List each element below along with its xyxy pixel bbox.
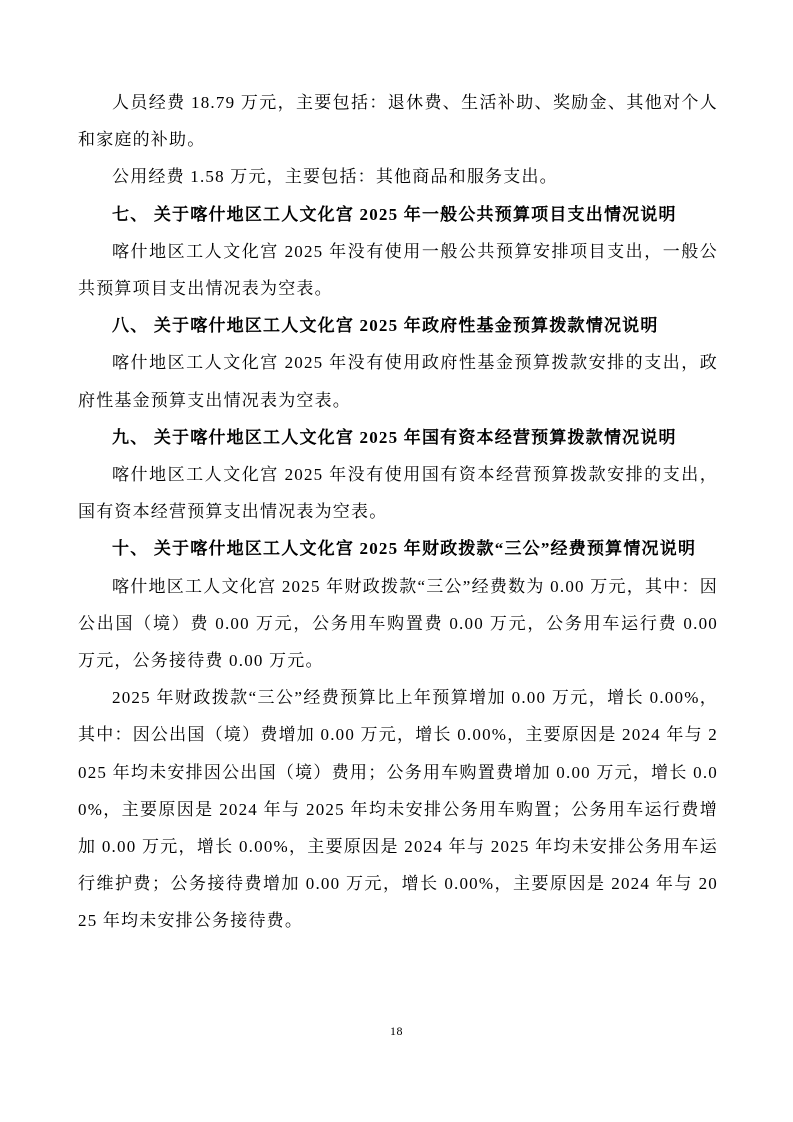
paragraph-sangong-budget-change: 2025 年财政拨款“三公”经费预算比上年预算增加 0.00 万元，增长 0.00%，其中：因公出国（境）费增加 0.00 万元，增长 0.00%，主要原因是 2024 年与 2025 年均未安排因公出国（境）费用；公务用车购置费增加 0.00 万元，增长 0.00%，主要原因是 2024 年与 2025 年均未安排公务用车购置；公务用车运行费增加 0.00 万元，增长 0.00%，主要原因是 2024 年与 2025 年均未安排公务用车运行维护费；公务接待费增加 0.00 万元，增长 0.00%，主要原因是 2024 年与 2025 年均未安排公务接待费。: [78, 688, 718, 931]
paragraph-section-7-body: 喀什地区工人文化宫 2025 年没有使用一般公共预算安排项目支出，一般公共预算项目支出情况表为空表。: [78, 241, 718, 299]
paragraph-public-expense: 公用经费 1.58 万元，主要包括：其他商品和服务支出。: [112, 167, 558, 187]
paragraph-section-9-body: 喀什地区工人文化宫 2025 年没有使用国有资本经营预算拨款安排的支出，国有资本经营预算支出情况表为空表。: [78, 465, 718, 522]
document-body: [78, 84, 718, 940]
heading-section-10: 十、 关于喀什地区工人文化宫 2025 年财政拨款“三公”经费预算情况说明: [112, 539, 697, 559]
paragraph-sangong-budget-total: 喀什地区工人文化宫 2025 年财政拨款“三公”经费数为 0.00 万元，其中：因公出国（境）费 0.00 万元，公务用车购置费 0.00 万元，公务用车运行费 0.00 万元，公务接待费 0.00 万元。: [78, 576, 718, 671]
paragraph-section-8-body: 喀什地区工人文化宫 2025 年没有使用政府性基金预算拨款安排的支出，政府性基金预算支出情况表为空表。: [78, 353, 718, 410]
page-number: 18: [390, 1024, 403, 1038]
heading-section-8: 八、 关于喀什地区工人文化宫 2025 年政府性基金预算拨款情况说明: [112, 316, 659, 336]
paragraph-personnel-expense: 人员经费 18.79 万元，主要包括：退休费、生活补助、奖励金、其他对个人和家庭的补助。: [78, 93, 718, 150]
heading-section-9: 九、 关于喀什地区工人文化宫 2025 年国有资本经营预算拨款情况说明: [112, 427, 677, 447]
heading-section-7: 七、 关于喀什地区工人文化宫 2025 年一般公共预算项目支出情况说明: [112, 204, 677, 224]
